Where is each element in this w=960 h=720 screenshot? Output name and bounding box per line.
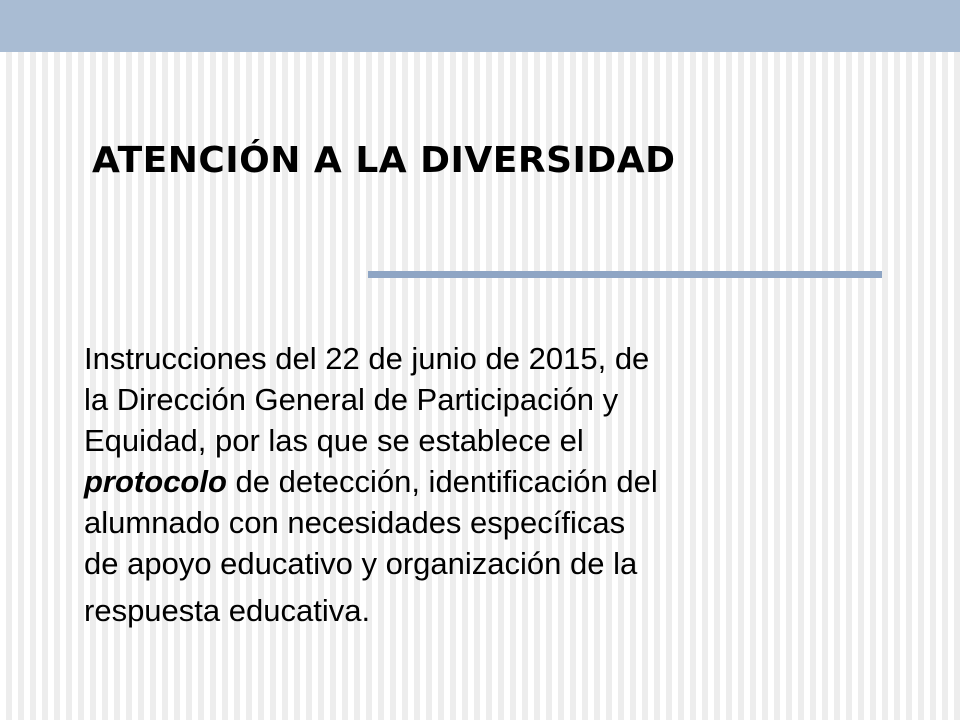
slide-body (84, 338, 924, 631)
top-band (0, 0, 960, 52)
body-line-2: la Dirección General de Participación y (84, 382, 619, 417)
body-line-1: Instrucciones del 22 de junio de 2015, de (84, 341, 650, 376)
body-line-7: respuesta educativa. (84, 593, 371, 628)
slide-title: ATENCIÓN A LA DIVERSIDAD (92, 140, 676, 181)
body-line-4 (84, 461, 924, 502)
body-line-3: Equidad, por las que se establece el (84, 423, 584, 458)
title-underline (368, 271, 882, 278)
body-line-5: alumnado con necesidades específicas (84, 505, 626, 540)
body-line-4-rest: de detección, identificación del (226, 464, 658, 499)
body-line-6: de apoyo educativo y organización de la (84, 546, 638, 581)
emphasis-protocolo: protocolo (84, 464, 227, 499)
